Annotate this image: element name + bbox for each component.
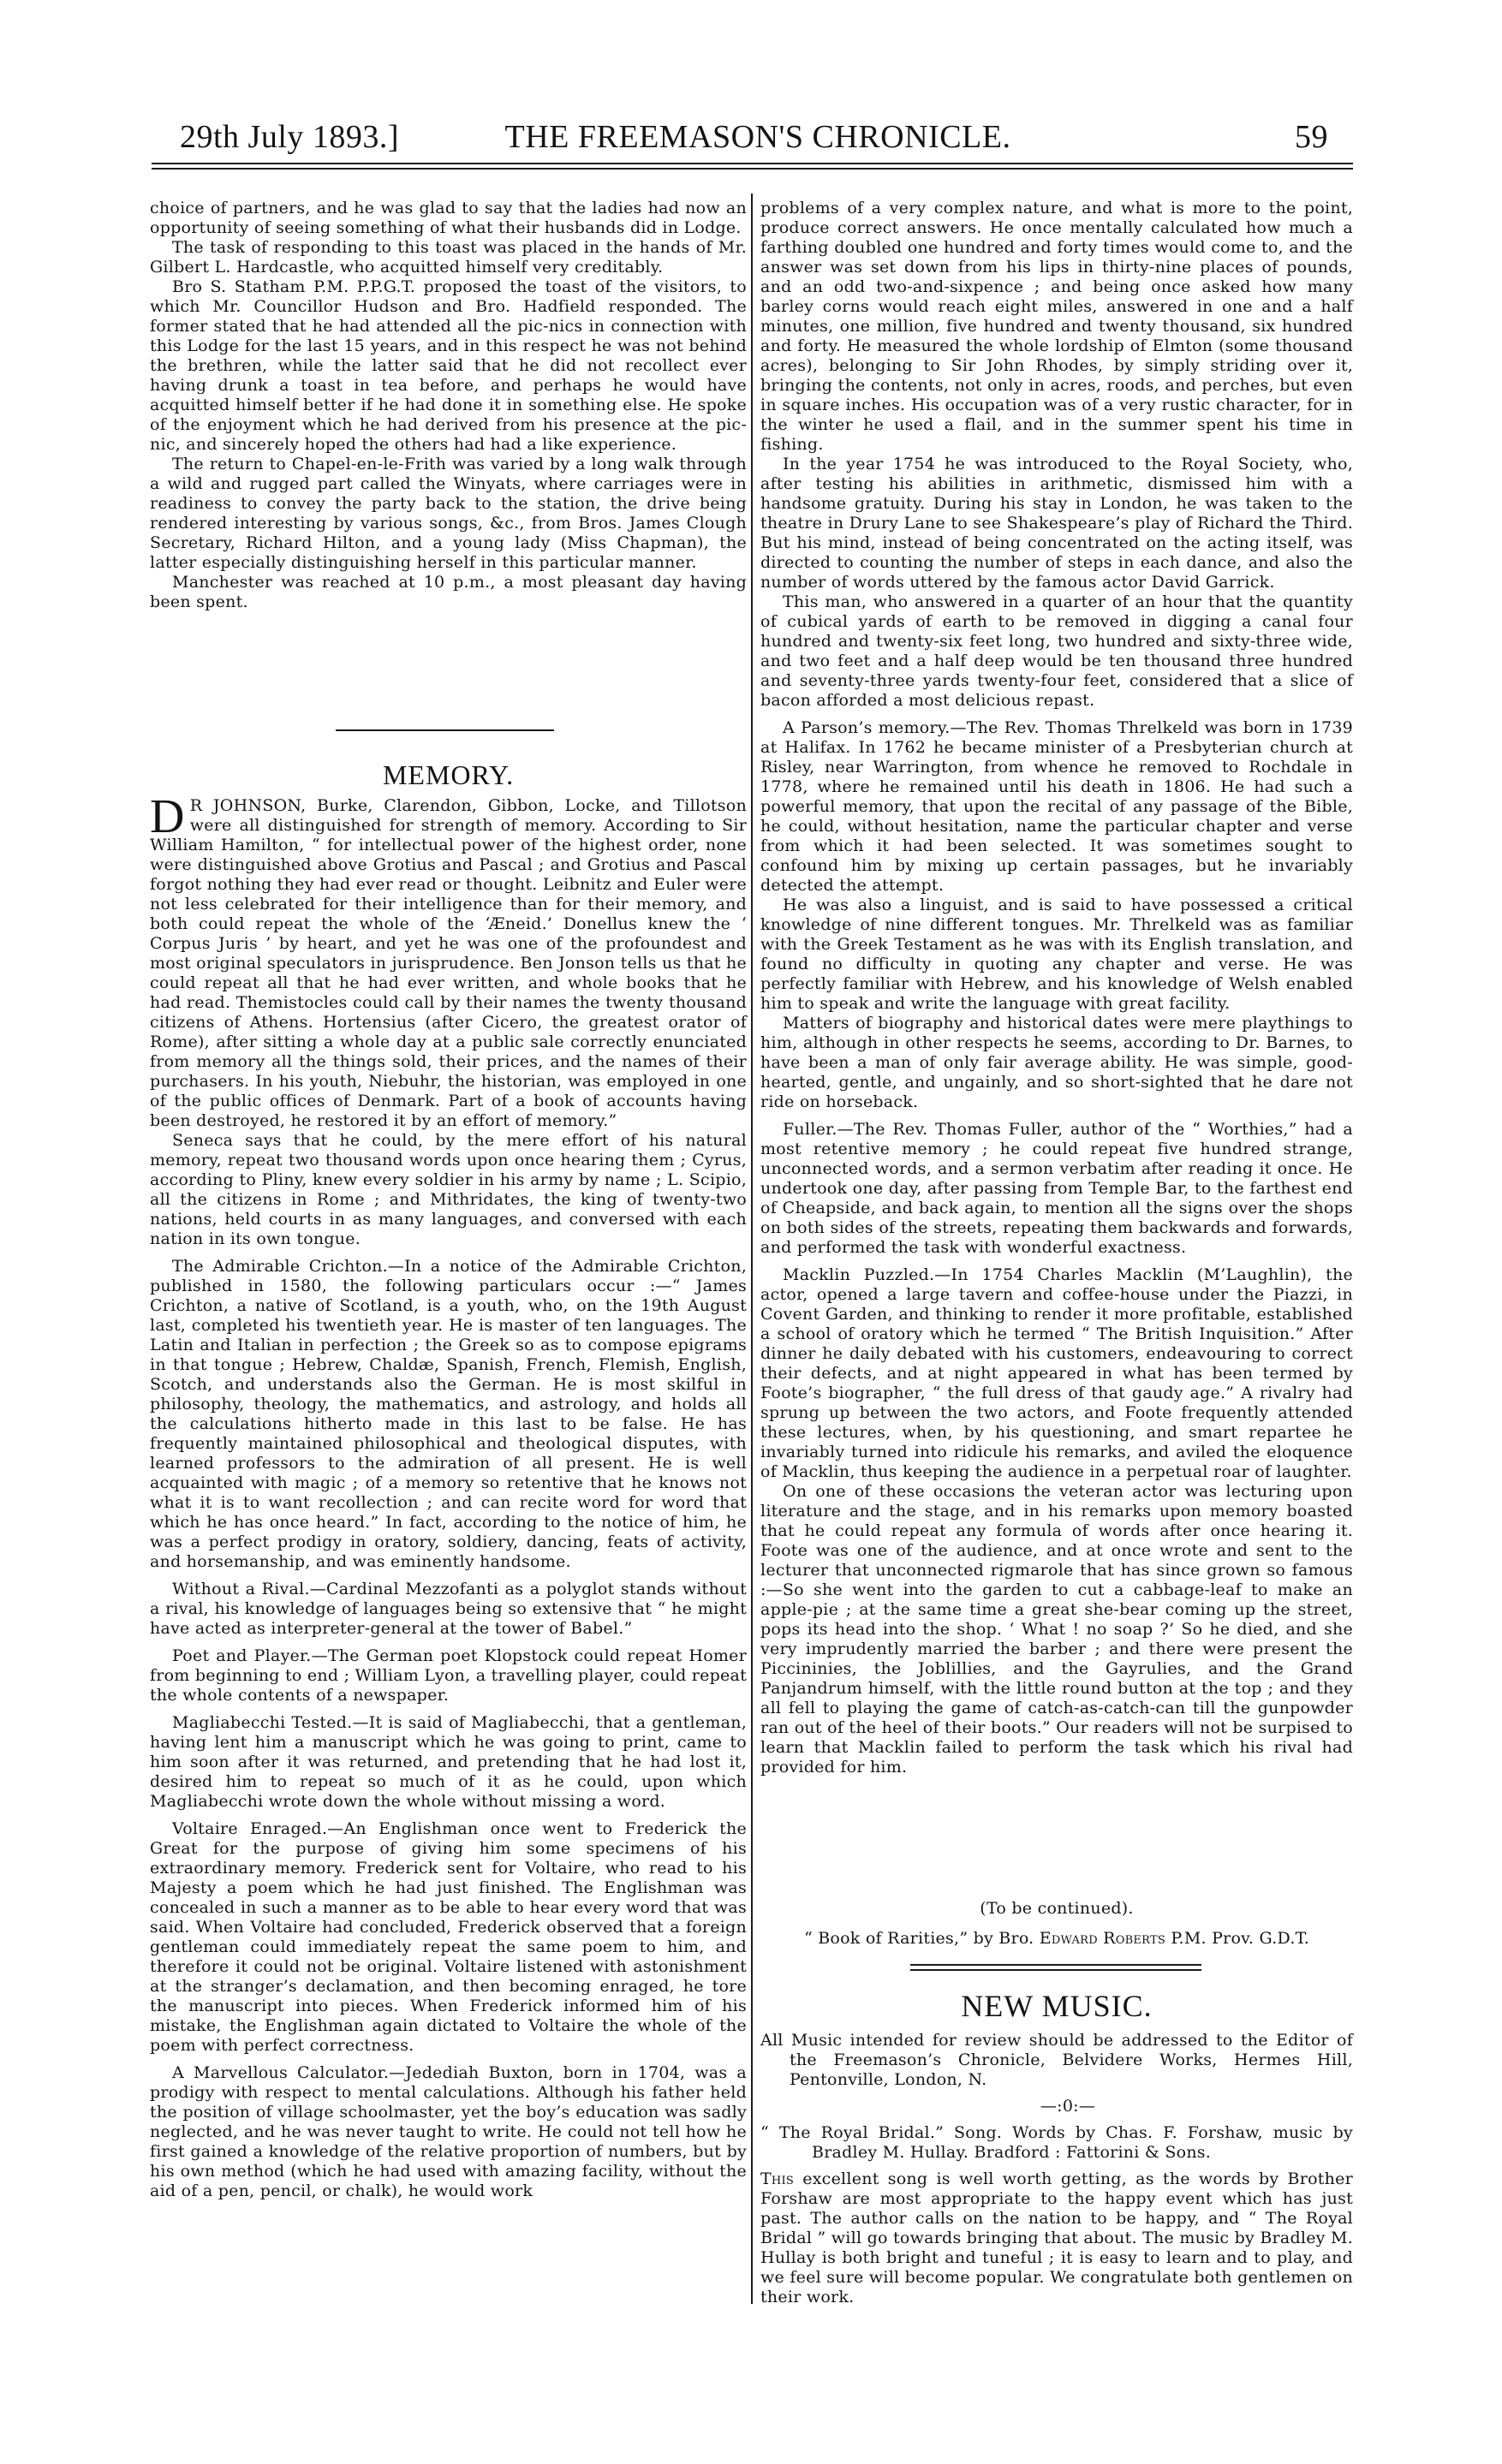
paragraph: The task of responding to this toast was placed in the hands of Mr. Gilbert L. Hardcastle, who acquitted himself very creditably. [150, 238, 747, 277]
attribution-suffix: P.M. Prov. G.D.T. [1171, 1929, 1310, 1948]
paragraph: Manchester was reached at 10 p.m., a most pleasant day having been spent. [150, 573, 747, 611]
new-music-heading: NEW MUSIC. [961, 1989, 1153, 2023]
header-rule-top [152, 163, 1353, 164]
paragraph: Seneca says that he could, by the mere effort of his natural memory, repeat two thousand words upon once hearing them ; Cyrus, according to Pliny, knew every soldier in his army by name ; L. Scipio, all the citizens in Rome ; and Mithridates, the king of twenty-two nations, held courts in as many languages, and conversed with each nation in its own tongue. [150, 1131, 747, 1248]
paragraph-parsons-memory: A Parson’s memory.—The Rev. Thomas Threlkeld was born in 1739 at Halifax. In 1762 he became minister of a Presbyterian church at Risley, near Warrington, from whence he removed to Rochdale in 1778, where he remained until his death in 1806. He had such a powerful memory, that upon the recital of any passage of the Bible, he could, without hesitation, name the particular chapter and verse from which it had been selected. It was sometimes sought to confound him by mixing up certain passages, but he invariably detected the attempt. [760, 718, 1353, 895]
paragraph: In the year 1754 he was introduced to the Royal Society, who, after testing his abilities in arithmetic, dismissed him with a handsome gratuity. During his stay in London, he was taken to the theatre in Drury Lane to see Shakespeare’s play of Richard the Third. But his mind, instead of being concentrated on the acting itself, was directed to counting the number of steps in each dance, and also the number of words uttered by the famous actor David Garrick. [760, 455, 1353, 592]
paragraph [150, 790, 747, 1131]
paragraph: This man, who answered in a quarter of an hour that the quantity of cubical yards of earth to be removed in digging a canal four hundred and twenty-six feet long, two hundred and sixty-three wide, and two feet and a half deep would be ten thousand three hundred and seventy-three yards twenty-four feet, considered that a slice of bacon afforded a most delicious repast. [760, 592, 1353, 710]
memory-article-continued [760, 199, 1353, 1777]
paragraph-without-a-rival: Without a Rival.—Cardinal Mezzofanti as a polyglot stands without a rival, his knowledge of languages being so extensive that “ he might have acted as interpreter-general at the tower of Babel.” [150, 1580, 747, 1638]
paragraph: choice of partners, and he was glad to say that the ladies had now an opportunity of seeing something of what their husbands did in Lodge. [150, 199, 747, 237]
paragraph: Matters of biography and historical dates were mere playthings to him, although in other respects he seems, according to Dr. Barnes, to have been a man of only fair average ability. He was simple, good-hearted, gentle, and ungainly, and so short-sighted that he dare not ride on horseback. [760, 1014, 1353, 1111]
paragraph-poet-and-player: Poet and Player.—The German poet Klopstock could repeat Homer from beginning to end ; William Lyon, a travelling player, could repeat the whole contents of a newspaper. [150, 1646, 747, 1705]
submission-notice: All Music intended for review should be addressed to the Editor of the Freemason’s Chronicle, Belvidere Works, Hermes Hill, Pentonville, London, N. [760, 2031, 1353, 2089]
drop-cap: D [150, 790, 185, 843]
new-music-section [760, 2031, 1353, 2307]
newspaper-title: THE FREEMASON'S CHRONICLE. [504, 119, 1011, 155]
column-divider [751, 193, 753, 2304]
attribution-prefix: “ Book of Rarities,” by Bro. [803, 1929, 1034, 1948]
memory-heading: MEMORY. [382, 759, 515, 790]
paragraph: Bro S. Statham P.M. P.P.G.T. proposed the toast of the visitors, to which Mr. Councillor Hudson and Bro. Hadfield responded. The former stated that he had attended all the pic-nics in connection with this Lodge for the last 15 years, and in this respect he was not behind the brethren, while the latter said that he did not recollect ever having drunk a toast in tea before, and perhaps he would have acquitted himself better if he had done it in something else. He spoke of the enjoyment which he had derived from his presence at the pic-nic, and sincerely hoped the others had had a like experience. [150, 277, 747, 454]
paragraph-macklin: Macklin Puzzled.—In 1754 Charles Macklin (M’Laughlin), the actor, opened a large tavern and coffee-house under the Piazzi, in Covent Garden, and thinking to render it more profitable, established a school of oratory which he termed “ The British Inquisition.” After dinner he daily debated with his customers, endeavouring to correct their defects, and at night appeared in what has been termed by Foote’s biographer, “ the full dress of that gaudy age.” A rivalry had sprung up between the two actors, and Foote frequently attended these lectures, when, by his questioning, and smart repartee he invariably turned into ridicule his remarks, and aviled the eloquence of Macklin, thus keeping the audience in a perpetual roar of laughter. [760, 1265, 1353, 1481]
issue-date: 29th July 1893.] [180, 119, 400, 155]
double-rule-top [910, 1964, 1201, 1966]
paragraph: He was also a linguist, and is said to have possessed a critical knowledge of nine different tongues. Mr. Threlkeld was as familiar with the Greek Testament as he was with its English translation, and found no difficulty in quoting any chapter and verse. He was perfectly familiar with Hebrew, and his knowledge of Welsh enabled him to speak and write the language with great facility. [760, 896, 1353, 1013]
header-rule-bottom [152, 168, 1353, 170]
paragraph-admirable-crichton: The Admirable Crichton.—In a notice of the Admirable Crichton, published in 1580, the following particulars occur :—“ James Crichton, a native of Scotland, is a youth, who, on the 19th August last, completed his twentieth year. He is master of ten languages. The Latin and Italian in perfection ; the Greek so as to compose epigrams in that tongue ; Hebrew, Chaldæ, Spanish, French, Flemish, English, Scotch, and understands also the German. He is most skilful in philosophy, theology, the mathematics, and astrology, and holds all the calculations hitherto made in this last to be false. He has frequently maintained philosophical and theological disputes, with learned professors to the admiration of all present. He is well acquainted with magic ; of a memory so retentive that he knows not what it is to want recollection ; and can recite word for word that which he has once heard.” In fact, according to the notice of him, he was a perfect prodigy in oratory, soldiery, dancing, feats of activity, and horsemanship, and was eminently handsome. [150, 1257, 747, 1571]
section-rule [336, 729, 554, 731]
paragraph: On one of these occasions the veteran actor was lecturing upon literature and the stage, and in his remarks upon memory boasted that he could repeat any formula of words after once hearing it. Foote was one of the audience, and at once wrote and sent to the lecturer that unconnected rigmarole that has since grown so famous :—So she went into the garden to cut a cabbage-leaf to make an apple-pie ; at the same time a great she-bear coming up the street, pops its head into the shop. ‘ What ! no soap ?’ So he died, and she very imprudently married the barber ; and there were present the Piccininies, the Joblillies, and the Gayrulies, and the Grand Panjandrum himself, with the little round button at the top ; and they all fell to playing the game of catch-as-catch-can till the gunpowder ran out of the heel of their boots.” Our readers will not be surpised to learn that Macklin failed to perform the task which his rival had provided for him. [760, 1482, 1353, 1777]
paragraph-voltaire: Voltaire Enraged.—An Englishman once went to Frederick the Great for the purpose of giving him some specimens of his extraordinary memory. Frederick sent for Voltaire, who read to his Majesty a poem which he had just finished. The Englishman was concealed in such a manner as to be able to hear every word that was said. When Voltaire had concluded, Frederick observed that a foreign gentleman could immediately repeat the same poem to him, and therefore it could not be original. Voltaire listened with astonishment at the stranger’s declamation, and then becoming enraged, he tore the manuscript into pieces. When Frederick informed him of his mistake, the Englishman again dictated to Voltaire the whole of the poem with perfect correctness. [150, 1819, 747, 2055]
page-number: 59 [1295, 119, 1328, 155]
paragraph-calculator: A Marvellous Calculator.—Jedediah Buxton, born in 1704, was a prodigy with respect to mental calculations. Although his father held the position of village schoolmaster, yet the boy’s education was sadly neglected, and he was never taught to write. He could not tell how he first gained a knowledge of the relative proportion of numbers, but by his own method (which he had used with amazing facility, without the aid of a pen, pencil, or chalk), he would work [150, 2063, 747, 2200]
paragraph-fuller: Fuller.—The Rev. Thomas Fuller, author of the “ Worthies,” had a most retentive memory ; he could repeat five hundred strange, unconnected words, and a sermon verbatim after reading it once. He undertook one day, after passing from Temple Bar, to the farthest end of Cheapside, and back again, to mention all the signs over the shops on both sides of the streets, repeating them backwards and forwards, and performed the task with wonderful exactness. [760, 1120, 1353, 1257]
song-review [760, 2169, 1353, 2307]
double-rule-bottom [910, 1969, 1201, 1971]
article-attribution [760, 1929, 1353, 1949]
paragraph-text: R JOHNSON, Burke, Clarendon, Gibbon, Locke, and Tillotson were all distinguished for strength of memory. According to Sir William Hamilton, “ for intellectual power of the highest order, none were distinguished above Grotius and Pascal ; and Grotius and Pascal forgot nothing they had ever read or thought. Leibnitz and Euler were not less celebrated for their intelligence than for their memory, and both could repeat the whole of the ‘Æneid.’ Donellus knew the ‘ Corpus Juris ’ by heart, and yet he was one of the profoundest and most original speculators in jurisprudence. Ben Jonson tells us that he could repeat all that he had ever written, and whole books that he had read. Themistocles could call by their names the twenty thousand citizens of Athens. Hortensius (after Cicero, the greatest orator of Rome), after sitting a whole day at a public sale correctly enunciated from memory all the things sold, their prices, and the names of their purchasers. In his youth, Niebuhr, the historian, was employed in one of the public offices of Denmark. Part of a book of accounts having been destroyed, he restored it by an effort of memory.” [150, 796, 747, 1130]
review-text: excellent song is well worth getting, as the words by Brother Forshaw are most appropriate to the happy event which has just past. The author calls on the nation to be happy, and “ The Royal Bridal ” will go towards bringing that about. The music by Bradley M. Hullay is both bright and tuneful ; it is easy to learn and to play, and we feel sure will become popular. We congratulate both gentlemen on their work. [760, 2169, 1353, 2306]
attribution-author: Edward Roberts [1039, 1929, 1166, 1948]
picnic-report-continuation [150, 199, 747, 612]
to-be-continued: (To be continued). [980, 1899, 1134, 1918]
review-lead: This [760, 2169, 795, 2188]
paragraph-magliabecchi: Magliabecchi Tested.—It is said of Magliabecchi, that a gentleman, having lent him a manuscript which he was going to print, came to him soon after it was returned, and pretending that he had lost it, desired him to repeat so much of it as he could, upon which Magliabecchi wrote down the whole without missing a word. [150, 1713, 747, 1811]
song-entry: “ The Royal Bridal.” Song. Words by Chas. F. Forshaw, music by Bradley M. Hullay. Bradford : Fattorini & Sons. [760, 2123, 1353, 2162]
ornamental-separator: —:0:— [1040, 2097, 1096, 2116]
memory-article [150, 790, 747, 2201]
paragraph: problems of a very complex nature, and what is more to the point, produce correct answers. He once mentally calculated how much a farthing doubled one hundred and forty times would come to, and the answer was set down from his lips in thirty-nine places of pounds, and an odd two-and-sixpence ; and being once asked how many barley corns would reach eight miles, answered in one and a half minutes, one million, five hundred and twenty thousand, six hundred and forty. He measured the whole lordship of Elmton (some thousand acres), belonging to Sir John Rhodes, by simply striding over it, bringing the contents, not only in acres, roods, and perches, but even in square inches. His occupation was of a very rustic character, for in the winter he used a flail, and in the summer spent his time in fishing. [760, 199, 1353, 454]
paragraph: The return to Chapel-en-le-Frith was varied by a long walk through a wild and rugged part called the Winyats, where carriages were in readiness to convey the party back to the station, the drive being rendered interesting by various songs, &c., from Bros. James Clough Secretary, Richard Hilton, and a young lady (Miss Chapman), the latter especially distinguishing herself in this particular manner. [150, 455, 747, 572]
